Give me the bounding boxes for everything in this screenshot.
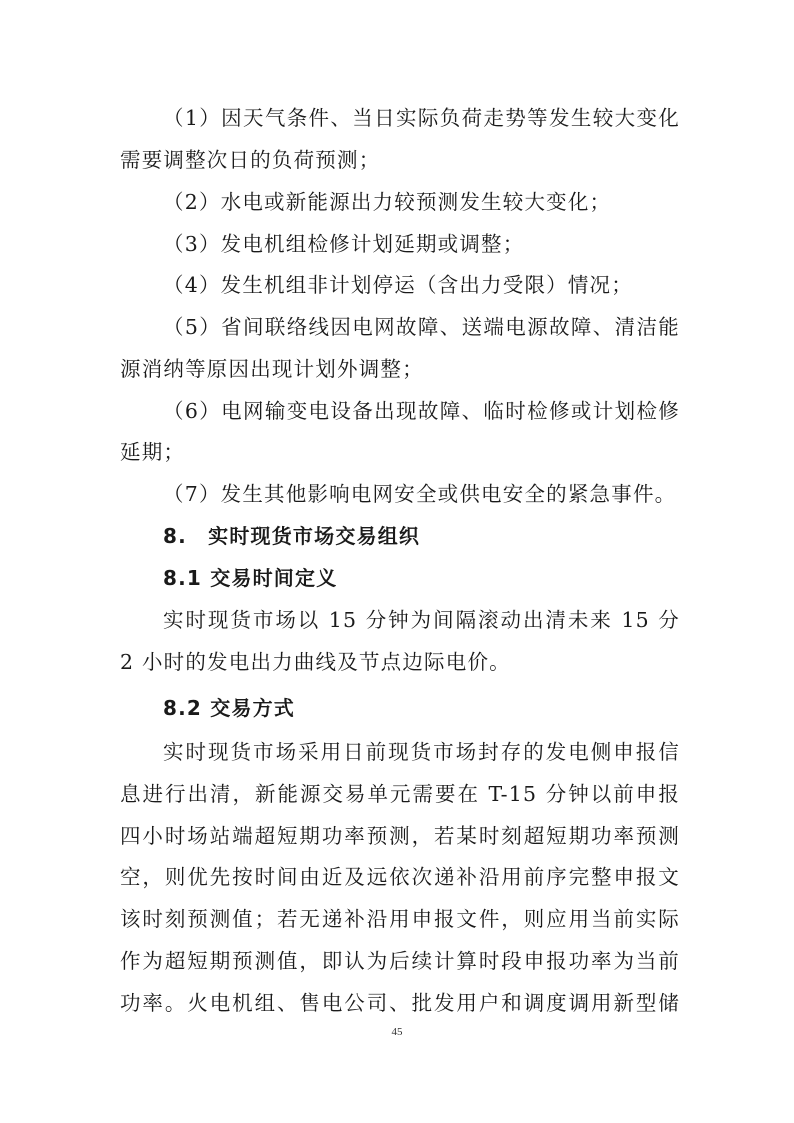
section-8-2-paragraph-line-1: 实时现货市场采用日前现货市场封存的发电侧申报信	[163, 740, 680, 764]
section-8-1-paragraph-line-2: 2 小时的发电出力曲线及节点边际电价。	[120, 650, 511, 674]
section-8-2-paragraph-line-5: 该时刻预测值；若无递补沿用申报文件，则应用当前实际	[120, 907, 680, 931]
list-item-4: （4）发生机组非计划停运（含出力受限）情况；	[163, 273, 633, 297]
list-item-1-line-2: 需要调整次日的负荷预测；	[120, 148, 381, 172]
list-item-5-line-2: 源消纳等原因出现计划外调整；	[120, 357, 424, 381]
section-8-1-heading: 8.1 交易时间定义	[163, 566, 338, 590]
list-item-5-line-1: （5）省间联络线因电网故障、送端电源故障、清洁能	[163, 315, 680, 339]
list-item-3: （3）发电机组检修计划延期或调整；	[163, 232, 525, 256]
section-8-heading: 8. 实时现货市场交易组织	[163, 524, 421, 548]
section-8-2-paragraph-line-4: 空，则优先按时间由近及远依次递补沿用前序完整申报文	[120, 865, 680, 889]
section-8-2-heading: 8.2 交易方式	[163, 696, 295, 720]
list-item-2: （2）水电或新能源出力较预测发生较大变化；	[163, 190, 612, 214]
list-item-7: （7）发生其他影响电网安全或供电安全的紧急事件。	[163, 482, 677, 506]
section-8-2-paragraph-line-3: 四小时场站端超短期功率预测，若某时刻超短期功率预测	[120, 824, 680, 848]
list-item-6-line-2: 延期；	[120, 440, 186, 464]
section-8-1-paragraph-line-1: 实时现货市场以 15 分钟为间隔滚动出清未来 15 分	[163, 608, 680, 632]
section-8-2-paragraph-line-2: 息进行出清，新能源交易单元需要在 T-15 分钟以前申报	[120, 782, 680, 806]
page-number: 45	[391, 1026, 403, 1038]
list-item-6-line-1: （6）电网输变电设备出现故障、临时检修或计划检修	[163, 399, 680, 423]
section-8-2-paragraph-line-6: 作为超短期预测值，即认为后续计算时段申报功率为当前	[120, 949, 680, 973]
list-item-1-line-1: （1）因天气条件、当日实际负荷走势等发生较大变化	[163, 106, 680, 130]
section-8-2-paragraph-line-7: 功率。火电机组、售电公司、批发用户和调度调用新型储	[120, 991, 680, 1015]
